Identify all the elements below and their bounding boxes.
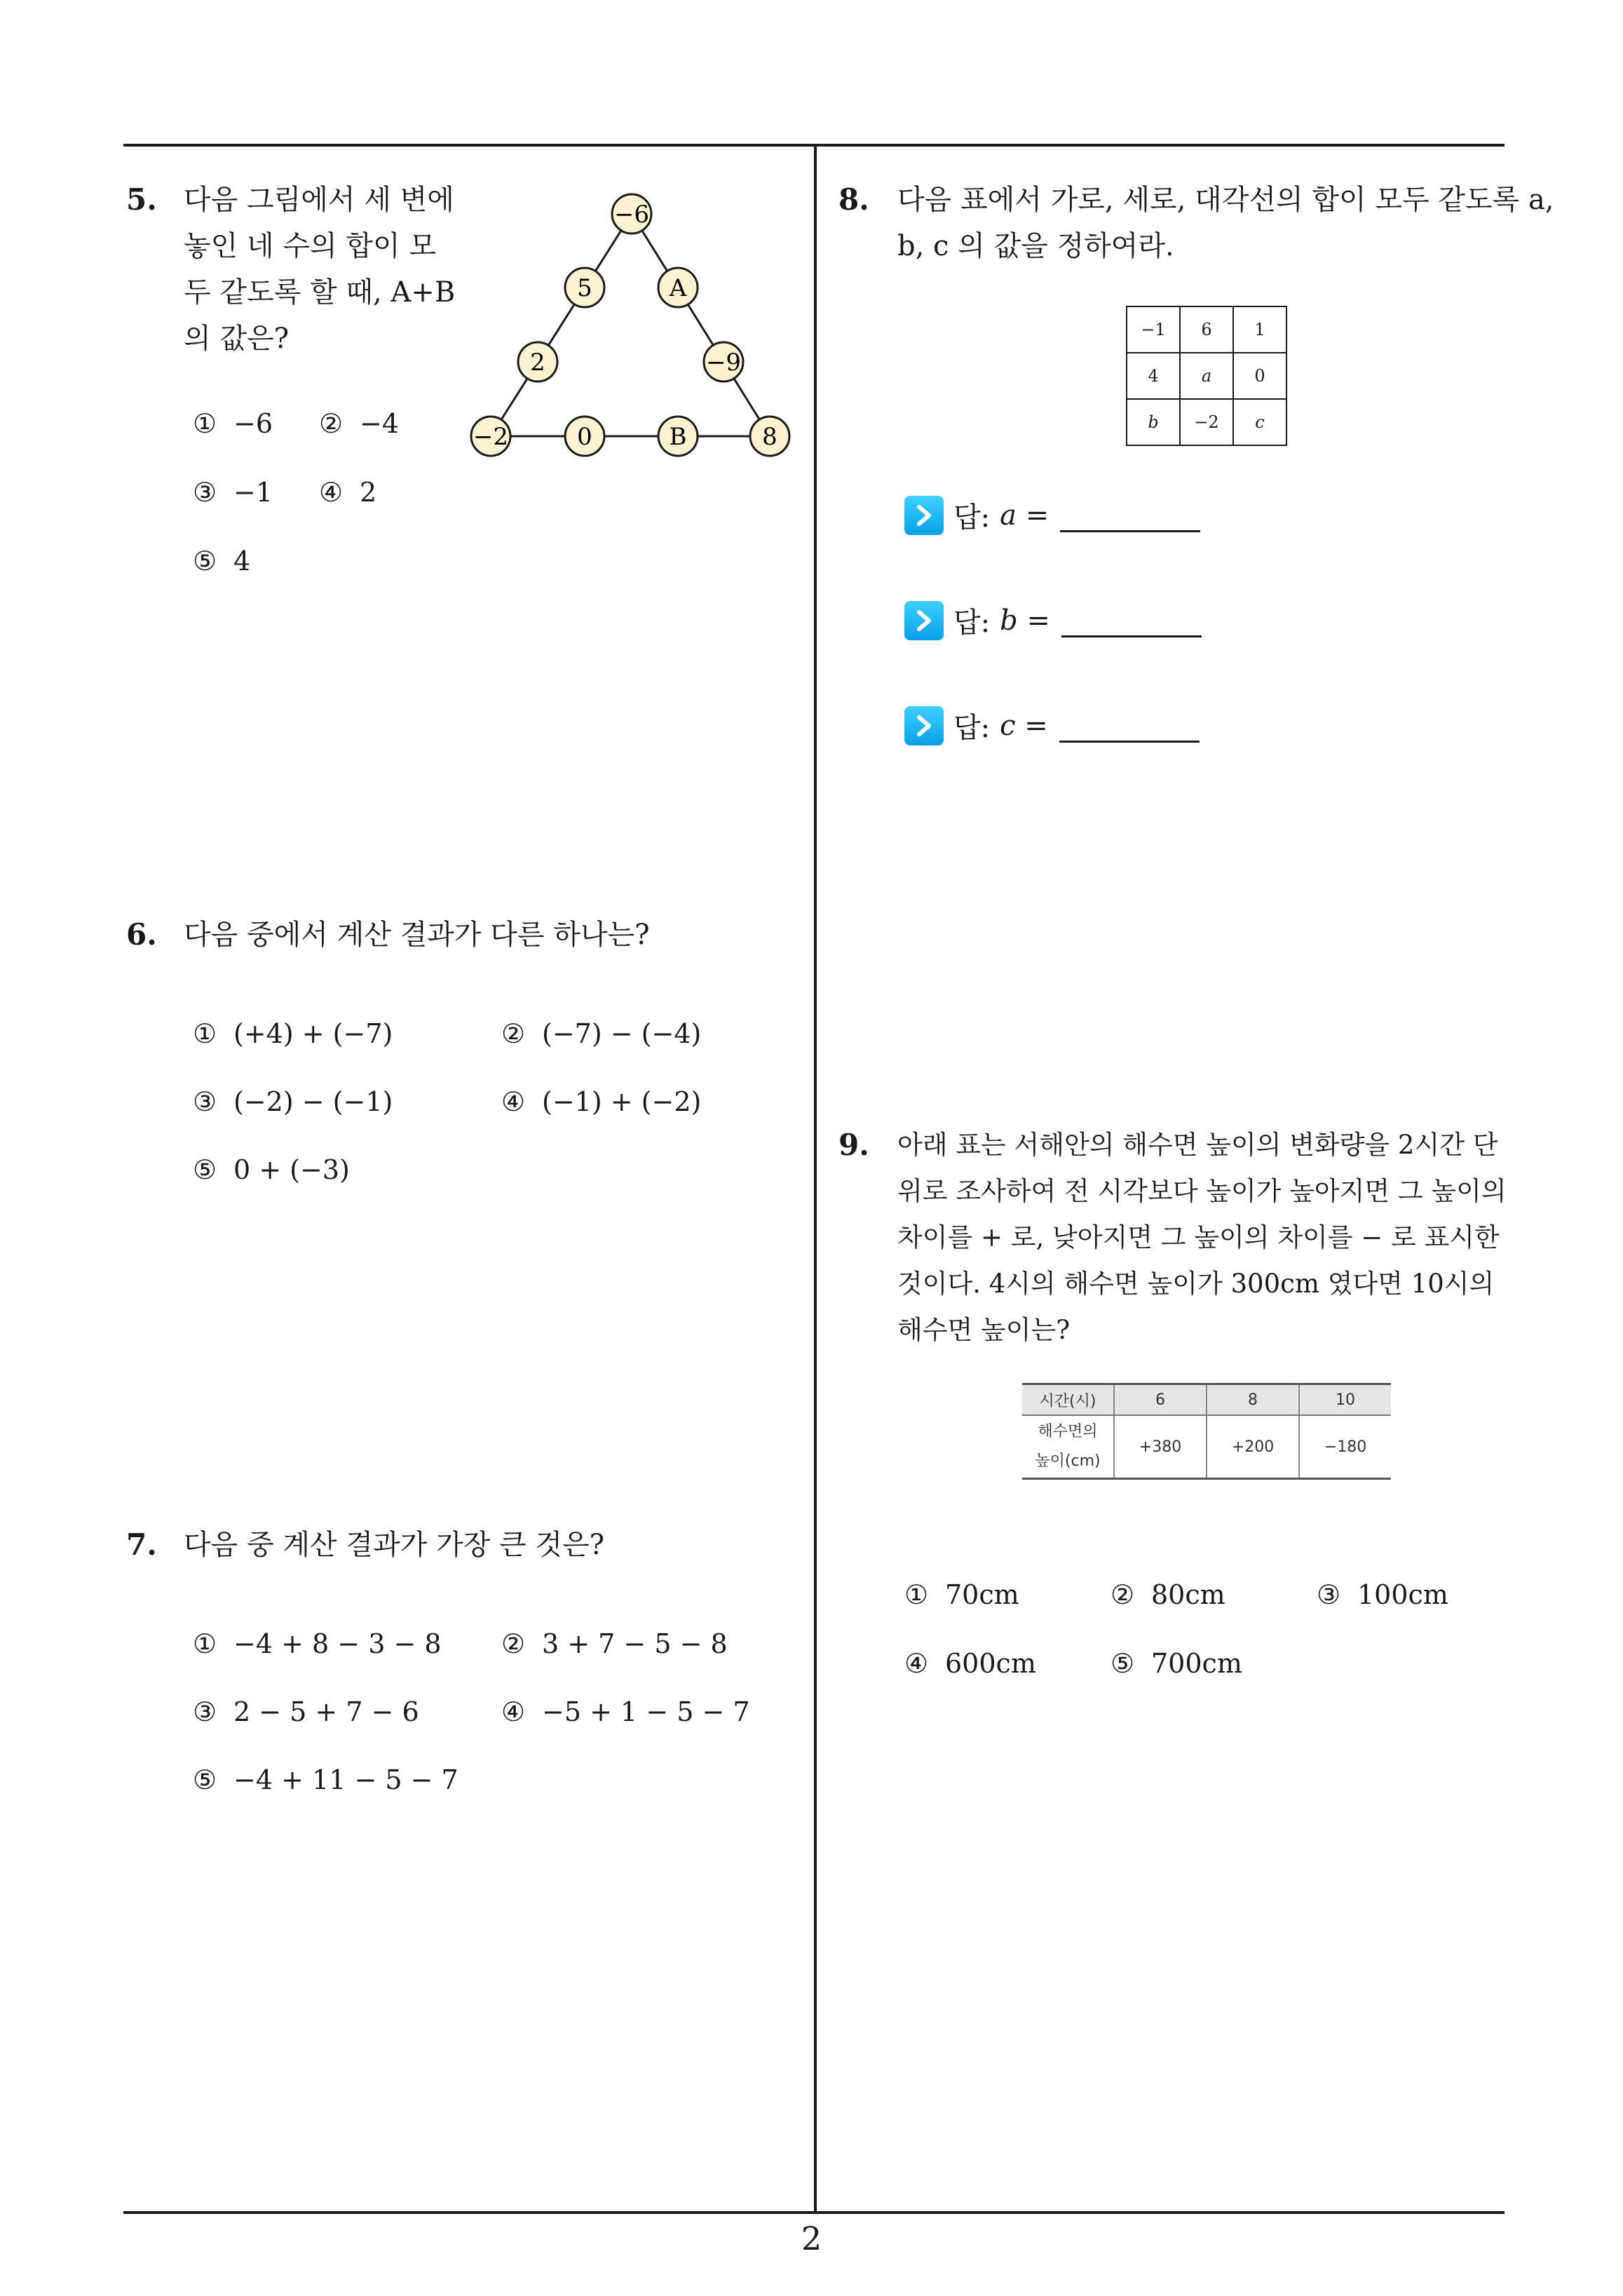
q5-line: 놓인 네 수의 합이 모 <box>184 230 436 262</box>
table-cell: −180 <box>1299 1415 1391 1479</box>
column-divider <box>814 144 817 2213</box>
choice-mark: ③ <box>1317 1579 1341 1610</box>
q6-choice-3[interactable] <box>193 1086 393 1117</box>
page-number: 2 <box>801 2220 822 2257</box>
q7-choice-4[interactable] <box>501 1696 750 1727</box>
q8-number: 8. <box>838 182 869 217</box>
choice-text: −6 <box>233 408 273 439</box>
choice-text: (+4) + (−7) <box>233 1018 393 1049</box>
q6-choice-2[interactable] <box>501 1018 701 1049</box>
grid-cell: 1 <box>1233 306 1286 353</box>
triangle-nodes <box>471 194 789 456</box>
choice-text: (−7) − (−4) <box>542 1018 702 1049</box>
grid-cell: −2 <box>1180 399 1233 445</box>
node-top <box>612 194 651 234</box>
choice-text: −4 + 8 − 3 − 8 <box>233 1628 442 1659</box>
choice-text: 70cm <box>945 1579 1019 1610</box>
choice-text: 100cm <box>1357 1579 1448 1610</box>
node-bottom-left <box>471 417 510 456</box>
choice-mark: ⑤ <box>1111 1648 1135 1679</box>
chevron-right-icon <box>904 496 944 535</box>
choice-mark: ⑤ <box>193 546 217 576</box>
choice-mark: ① <box>193 1628 217 1659</box>
q5-number: 5. <box>126 182 157 217</box>
answer-variable: b = <box>1000 604 1050 637</box>
q6-text: 다음 중에서 계산 결과가 다른 하나는? <box>184 919 650 951</box>
answer-variable: a = <box>1000 499 1050 532</box>
choice-mark: ② <box>1111 1579 1135 1610</box>
node-left-2 <box>518 342 557 381</box>
q6-choice-4[interactable] <box>501 1086 701 1117</box>
choice-text: 0 + (−3) <box>233 1154 350 1185</box>
node-label: B <box>669 423 687 451</box>
chevron-right-icon <box>904 601 944 640</box>
choice-mark: ③ <box>193 477 217 508</box>
choice-mark: ① <box>193 408 217 439</box>
table-header-cell: 8 <box>1207 1384 1299 1416</box>
table-header-label: 시간(시) <box>1022 1384 1114 1416</box>
q7-choice-5[interactable] <box>193 1764 459 1795</box>
q9-choice-5[interactable] <box>1111 1648 1242 1679</box>
q9-tide-table <box>1022 1383 1391 1480</box>
answer-label: 답: <box>953 712 991 744</box>
choice-text: (−2) − (−1) <box>233 1086 393 1117</box>
choice-text: 600cm <box>945 1648 1036 1679</box>
node-bottom-2 <box>565 417 604 456</box>
chevron-right-icon <box>904 706 944 745</box>
q5-triangle-diagram <box>456 182 799 463</box>
choice-mark: ② <box>501 1018 526 1049</box>
q9-choice-3[interactable] <box>1317 1579 1448 1610</box>
q9-line: 것이다. 4시의 해수면 높이가 300cm 였다면 10시의 <box>897 1269 1495 1299</box>
q5-choice-2[interactable] <box>319 408 399 439</box>
q5-choice-3[interactable] <box>193 477 273 508</box>
q8-answer-b[interactable] <box>904 600 1202 640</box>
choice-text: −4 + 11 − 5 − 7 <box>233 1764 459 1795</box>
choice-mark: ⑤ <box>193 1154 217 1185</box>
node-label: −9 <box>705 349 742 377</box>
q7-choice-2[interactable] <box>501 1628 728 1659</box>
node-right-1 <box>658 268 698 307</box>
q8-magic-square <box>1126 306 1287 446</box>
q5-choice-4[interactable] <box>319 477 376 508</box>
q6-number: 6. <box>126 917 157 952</box>
choice-text: (−1) + (−2) <box>542 1086 702 1117</box>
grid-cell: c <box>1233 399 1286 445</box>
node-label: 2 <box>530 349 545 377</box>
q9-choice-2[interactable] <box>1111 1579 1225 1610</box>
choice-mark: ④ <box>501 1696 526 1727</box>
q9-line: 차이를 + 로, 낮아지면 그 높이의 차이를 − 로 표시한 <box>897 1222 1500 1252</box>
grid-cell: a <box>1180 353 1233 399</box>
choice-text: −4 <box>360 408 400 439</box>
choice-mark: ③ <box>193 1086 217 1117</box>
choice-mark: ② <box>501 1628 526 1659</box>
q9-choice-4[interactable] <box>904 1648 1036 1679</box>
grid-cell: −1 <box>1127 306 1180 353</box>
q9-choice-1[interactable] <box>904 1579 1019 1610</box>
choice-mark: ③ <box>193 1696 217 1727</box>
q5-text <box>184 177 455 362</box>
q5-line: 의 값은? <box>184 323 290 355</box>
table-header-cell: 10 <box>1299 1384 1391 1416</box>
q6-choice-5[interactable] <box>193 1154 350 1185</box>
node-label: −2 <box>473 423 509 451</box>
grid-cell: 0 <box>1233 353 1286 399</box>
q9-text <box>897 1122 1507 1353</box>
node-label: −6 <box>613 201 650 229</box>
answer-blank[interactable] <box>1059 708 1200 743</box>
choice-mark: ① <box>193 1018 217 1049</box>
choice-mark: ④ <box>501 1086 526 1117</box>
node-bottom-3 <box>658 417 698 456</box>
choice-text: 80cm <box>1151 1579 1225 1610</box>
grid-cell: b <box>1127 399 1180 445</box>
table-cell: +380 <box>1114 1415 1207 1479</box>
choice-mark: ④ <box>319 477 344 508</box>
choice-text: −5 + 1 − 5 − 7 <box>542 1696 750 1727</box>
q7-choice-3[interactable] <box>193 1696 419 1727</box>
choice-text: 2 − 5 + 7 − 6 <box>233 1696 419 1727</box>
q5-line: 두 같도록 할 때, A+B <box>184 276 456 309</box>
choice-mark: ⑤ <box>193 1764 217 1795</box>
q8-line: b, c 의 값을 정하여라. <box>897 230 1174 262</box>
row-label-line: 해수면의 <box>1038 1423 1098 1440</box>
answer-variable: c = <box>1000 709 1048 742</box>
choice-text: −1 <box>233 477 273 508</box>
choice-text: 3 + 7 − 5 − 8 <box>542 1628 728 1659</box>
table-cell: +200 <box>1207 1415 1299 1479</box>
choice-mark: ④ <box>904 1648 929 1679</box>
table-row-label <box>1022 1415 1114 1479</box>
grid-cell: 6 <box>1180 306 1233 353</box>
choice-mark: ① <box>904 1579 929 1610</box>
node-label: 5 <box>577 274 592 302</box>
q8-text <box>897 177 1554 269</box>
q8-answer-c[interactable] <box>904 705 1200 745</box>
q5-choice-1[interactable] <box>193 408 273 439</box>
node-label: A <box>669 274 687 302</box>
grid-cell: 4 <box>1127 353 1180 399</box>
q9-line: 해수면 높이는? <box>897 1315 1071 1345</box>
q9-line: 위로 조사하여 전 시각보다 높이가 높아지면 그 높이의 <box>897 1176 1507 1206</box>
q7-text: 다음 중 계산 결과가 가장 큰 것은? <box>184 1529 605 1561</box>
choice-text: 4 <box>233 546 251 576</box>
q9-number: 9. <box>838 1128 869 1162</box>
q7-choice-1[interactable] <box>193 1628 442 1659</box>
choice-text: 700cm <box>1151 1648 1242 1679</box>
q8-answer-a[interactable] <box>904 495 1200 535</box>
node-bottom-right <box>750 417 789 456</box>
answer-label: 답: <box>953 607 991 639</box>
node-label: 8 <box>762 423 777 451</box>
bottom-rule <box>123 2211 1505 2214</box>
q7-number: 7. <box>126 1527 157 1562</box>
answer-blank[interactable] <box>1060 498 1200 532</box>
q8-line: 다음 표에서 가로, 세로, 대각선의 합이 모두 같도록 a, <box>897 184 1554 216</box>
answer-blank[interactable] <box>1061 603 1202 637</box>
choice-text: 2 <box>360 477 377 508</box>
row-label-line: 높이(cm) <box>1035 1452 1101 1470</box>
node-label: 0 <box>577 423 592 451</box>
table-header-cell: 6 <box>1114 1384 1207 1416</box>
choice-mark: ② <box>319 408 344 439</box>
node-left-1 <box>565 268 604 307</box>
q5-line: 다음 그림에서 세 변에 <box>184 184 454 216</box>
q6-choice-1[interactable] <box>193 1018 393 1049</box>
q9-line: 아래 표는 서해안의 해수면 높이의 변화량을 2시간 단 <box>897 1130 1498 1160</box>
node-right-2 <box>704 342 743 381</box>
q5-choice-5[interactable] <box>193 546 250 576</box>
answer-label: 답: <box>953 501 991 534</box>
